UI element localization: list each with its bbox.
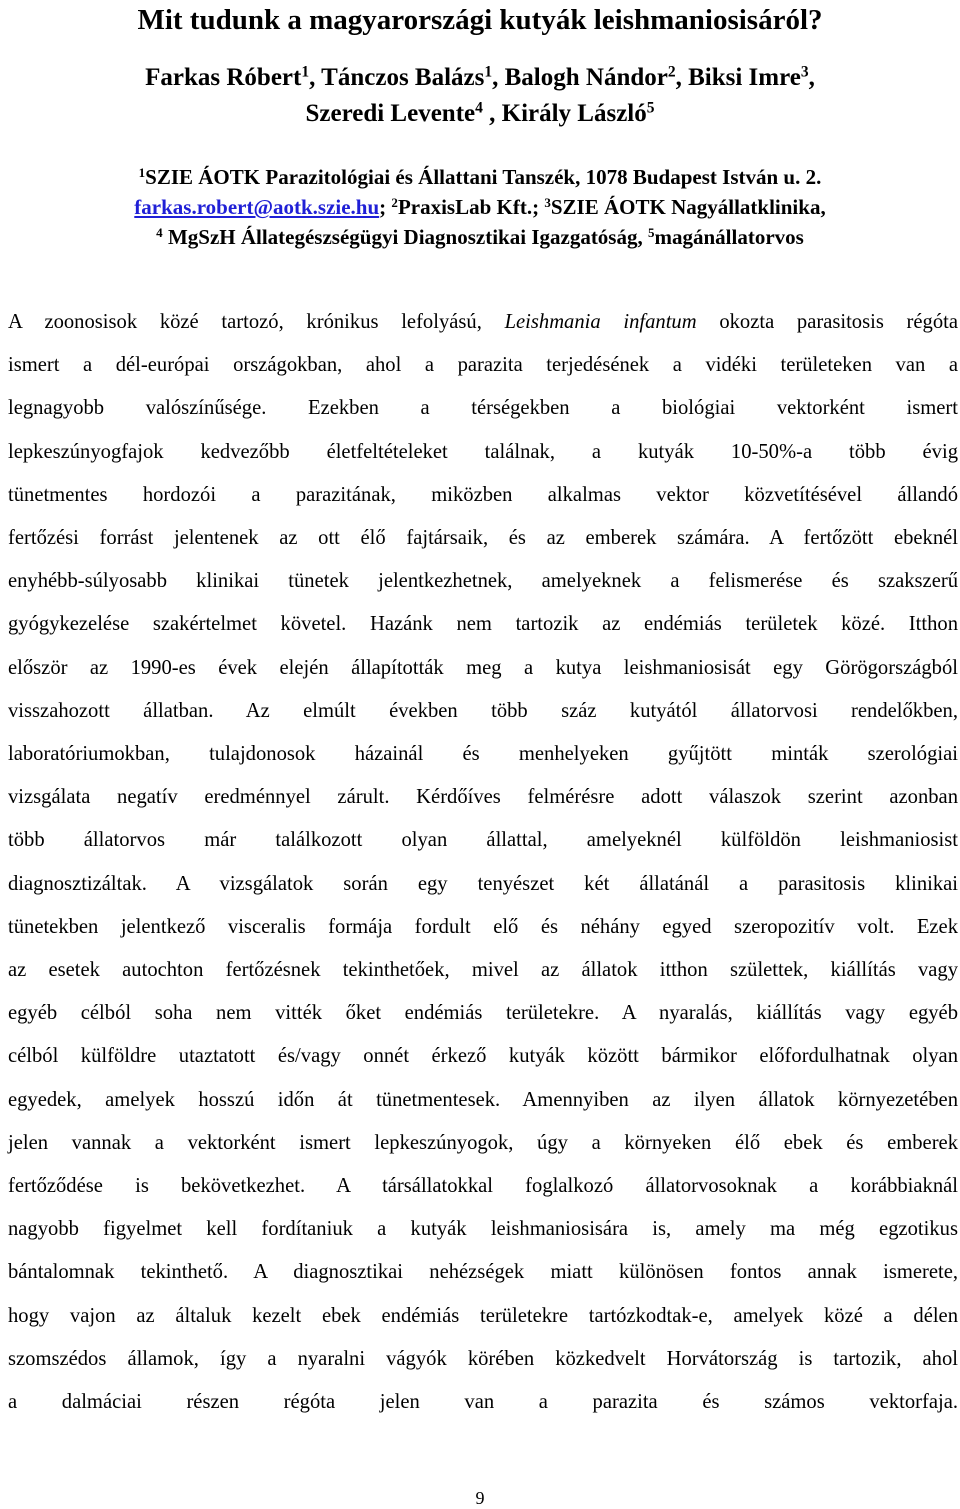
author-separator: , bbox=[482, 100, 502, 127]
affiliations bbox=[0, 162, 960, 252]
body-line: tünetekben jelentkező visceralis formája fordult elő és néhány egyed szeropozitív volt. Ezek bbox=[8, 915, 958, 938]
author-affil-mark: 4 bbox=[475, 99, 483, 117]
body-line: visszahozott állatban. Az elmúlt években több száz kutyától állatorvosi rendelőkben, bbox=[8, 699, 958, 722]
affil-mark: 3 bbox=[544, 194, 551, 210]
body-line: több állatorvos már találkozott olyan állattal, amelyeknél külföldön leishmaniosist bbox=[8, 829, 958, 852]
author-name: Farkas Róbert bbox=[145, 64, 302, 91]
body-line: diagnosztizáltak. A vizsgálatok során egy tenyészet két állatánál a parasitosis klinikai bbox=[8, 872, 958, 895]
affiliation-text: MgSzH Állategészségügyi Diagnosztikai Igazgatóság, bbox=[162, 225, 648, 249]
author-name: Balogh Nándor bbox=[504, 64, 668, 91]
affiliation-text: SZIE ÁOTK Parazitológiai és Állattani Tanszék, 1078 Budapest István u. 2. bbox=[145, 165, 822, 189]
affiliation-line-3 bbox=[0, 222, 960, 252]
email-link[interactable]: farkas.robert@aotk.szie.hu bbox=[134, 195, 380, 219]
body-line: tünetmentes hordozói a parazitának, miközben alkalmas vektor közvetítésével állandó bbox=[8, 483, 958, 506]
page-number: 9 bbox=[475, 1488, 485, 1508]
body-line: gyógykezelése szakértelmet követel. Hazánk nem tartozik az endémiás területek közé. Itthon bbox=[8, 613, 958, 636]
affil-mark: 4 bbox=[156, 224, 163, 240]
affil-mark: 2 bbox=[391, 194, 398, 210]
affil-separator: ; bbox=[379, 195, 392, 219]
body-line: egyedek, amelyek hosszú időn át tünetmentesek. Amennyiben az ilyen állatok környezetében bbox=[8, 1088, 958, 1111]
author-affil-mark: 5 bbox=[646, 99, 655, 117]
author-affil-mark: 3 bbox=[800, 63, 809, 81]
affil-separator: ; bbox=[532, 195, 545, 219]
body-line: az esetek autochton fertőzésnek tekinthetőek, mivel az állatok itthon születtek, kiállítás vagy bbox=[8, 959, 958, 982]
affiliation-text: SZIE ÁOTK Nagyállatklinika, bbox=[550, 195, 826, 219]
body-line: lepkeszúnyogfajok kedvezőbb életfeltételeket találnak, a kutyák 10-50%-a több évig bbox=[8, 440, 958, 463]
body-line: először az 1990-es évek elején állapították meg a kutya leishmaniosisát egy Görögországból bbox=[8, 656, 958, 679]
author-affil-mark: 2 bbox=[667, 63, 676, 81]
species-name: Leishmania infantum bbox=[504, 311, 697, 333]
author-name: Tánczos Balázs bbox=[321, 64, 485, 91]
body-line: a dalmáciai részen régóta jelen van a parazita és számos vektorfaja. bbox=[8, 1391, 958, 1414]
affiliation-text: magánállatorvos bbox=[654, 225, 804, 249]
body-line: szomszédos államok, így a nyaralni vágyók körében közkedvelt Horvátország is tartozik, ahol bbox=[8, 1347, 958, 1370]
body-line: célból külföldre utaztatott és/vagy onnét érkező kutyák között bármikor előfordulhatnak olyan bbox=[8, 1045, 958, 1068]
affil-mark: 1 bbox=[138, 164, 146, 180]
body-line: enyhébb-súlyosabb klinikai tünetek jelentkezhetnek, amelyeknek a felismerése és szakszerű bbox=[8, 570, 958, 593]
body-line: ismert a dél-európai országokban, ahol a parazita terjedésének a vidéki területeken van a bbox=[8, 354, 958, 377]
body-line: fertőzési forrást jelentenek az ott élő fajtársaik, és az emberek számára. A fertőzött ebeknél bbox=[8, 527, 958, 550]
author-line-1 bbox=[0, 60, 960, 96]
author-separator: , bbox=[309, 64, 322, 91]
author-affil-mark: 1 bbox=[484, 63, 493, 81]
author-separator: , bbox=[808, 64, 815, 91]
body-line: fertőződése is bekövetkezhet. A társállatokkal foglalkozó állatorvosoknak a korábbiaknál bbox=[8, 1175, 958, 1198]
body-line: egyéb célból soha nem vitték őket endémiás területekre. A nyaralás, kiállítás vagy egyéb bbox=[8, 1002, 958, 1025]
author-line-2 bbox=[0, 96, 960, 132]
author-name: Király László bbox=[501, 100, 647, 127]
author-affil-mark: 1 bbox=[301, 63, 310, 81]
body-line: jelen vannak a vektorként ismert lepkeszúnyogok, úgy a környeken élő ebek és emberek bbox=[8, 1131, 958, 1154]
body-line: vizsgálata negatív eredménnyel zárult. Kérdőíves felmérésre adott válaszok szerint azonban bbox=[8, 786, 958, 809]
affil-mark: 5 bbox=[647, 224, 655, 240]
author-name: Biksi Imre bbox=[688, 64, 801, 91]
body-line: nagyobb figyelmet kell fordítaniuk a kutyák leishmaniosisára is, amely ma még egzotikus bbox=[8, 1218, 958, 1241]
author-name: Szeredi Levente bbox=[305, 100, 476, 127]
author-separator: , bbox=[492, 64, 505, 91]
author-list bbox=[0, 60, 960, 132]
body-line: bántalomnak tekinthető. A diagnosztikai nehézségek miatt különösen fontos annak ismerete, bbox=[8, 1261, 958, 1284]
body-line: laboratóriumokban, tulajdonosok házainál és menhelyeken gyűjtött minták szerológiai bbox=[8, 743, 958, 766]
body-line: hogy vajon az általuk kezelt ebek endémiás területekre tartózkodtak-e, amelyek közé a délen bbox=[8, 1304, 958, 1327]
body-text-span: okozta parasitosis régóta bbox=[696, 311, 959, 333]
body-line: legnagyobb valószínűsége. Ezekben a térségekben a biológiai vektorként ismert bbox=[8, 397, 958, 420]
affiliation-line-1 bbox=[0, 162, 960, 192]
paper-title: Mit tudunk a magyarországi kutyák leishmaniosisáról? bbox=[137, 4, 823, 36]
abstract-body bbox=[8, 301, 958, 1424]
affiliation-line-2 bbox=[0, 192, 960, 222]
author-separator: , bbox=[675, 64, 689, 91]
body-text-span: A zoonosisok közé tartozó, krónikus lefolyású, bbox=[8, 311, 505, 333]
affiliation-text: PraxisLab Kft. bbox=[397, 195, 533, 219]
